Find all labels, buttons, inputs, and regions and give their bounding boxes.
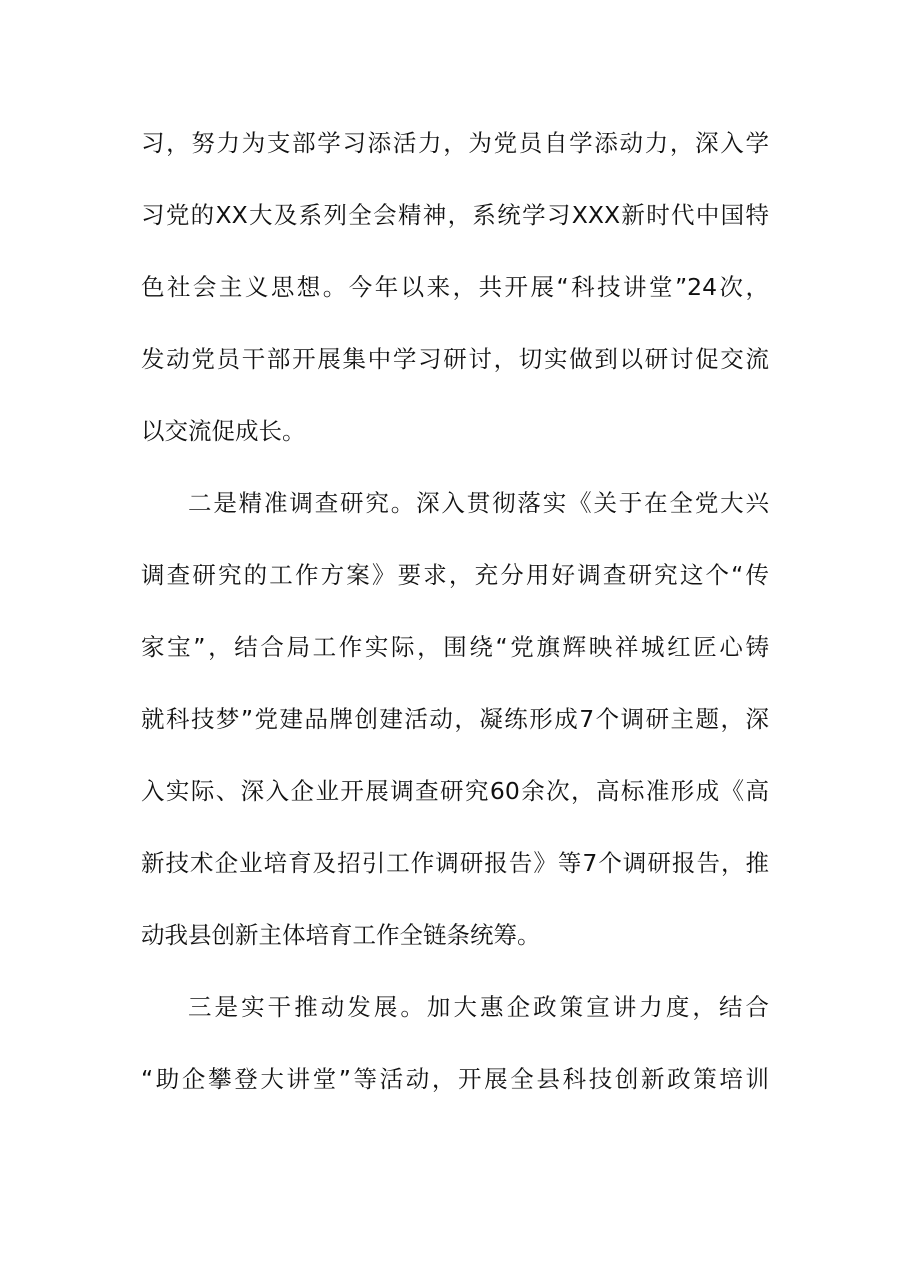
- text-line: 发动党员干部开展集中学习研讨，切实做到以研讨促交流: [141, 345, 769, 373]
- text-line: 入实际、深入企业开展调查研究60余次，高标准形成《高: [141, 777, 769, 805]
- text-line: 色社会主义思想。今年以来，共开展“科技讲堂”24次，: [141, 273, 769, 301]
- text-line: 习党的XX大及系列全会精神，系统学习XXX新时代中国特: [141, 201, 769, 229]
- paragraph-heading-line: 二是精准调查研究。深入贯彻落实《关于在全党大兴: [188, 489, 769, 517]
- text-line: 以交流促成长。: [141, 417, 306, 445]
- text-line: 动我县创新主体培育工作全链条统筹。: [141, 921, 541, 949]
- text-line: 调查研究的工作方案》要求，充分用好调查研究这个“传: [141, 561, 769, 589]
- paragraph-heading-line: 三是实干推动发展。加大惠企政策宣讲力度，结合: [188, 993, 769, 1021]
- text-line: “助企攀登大讲堂”等活动，开展全县科技创新政策培训: [141, 1065, 769, 1093]
- text-line: 新技术企业培育及招引工作调研报告》等7个调研报告，推: [141, 849, 769, 877]
- text-line: 就科技梦”党建品牌创建活动，凝练形成7个调研主题，深: [141, 705, 769, 733]
- text-line: 家宝”，结合局工作实际，围绕“党旗辉映祥城红匠心铸: [141, 633, 769, 661]
- text-line: 习，努力为支部学习添活力，为党员自学添动力，深入学: [141, 129, 769, 157]
